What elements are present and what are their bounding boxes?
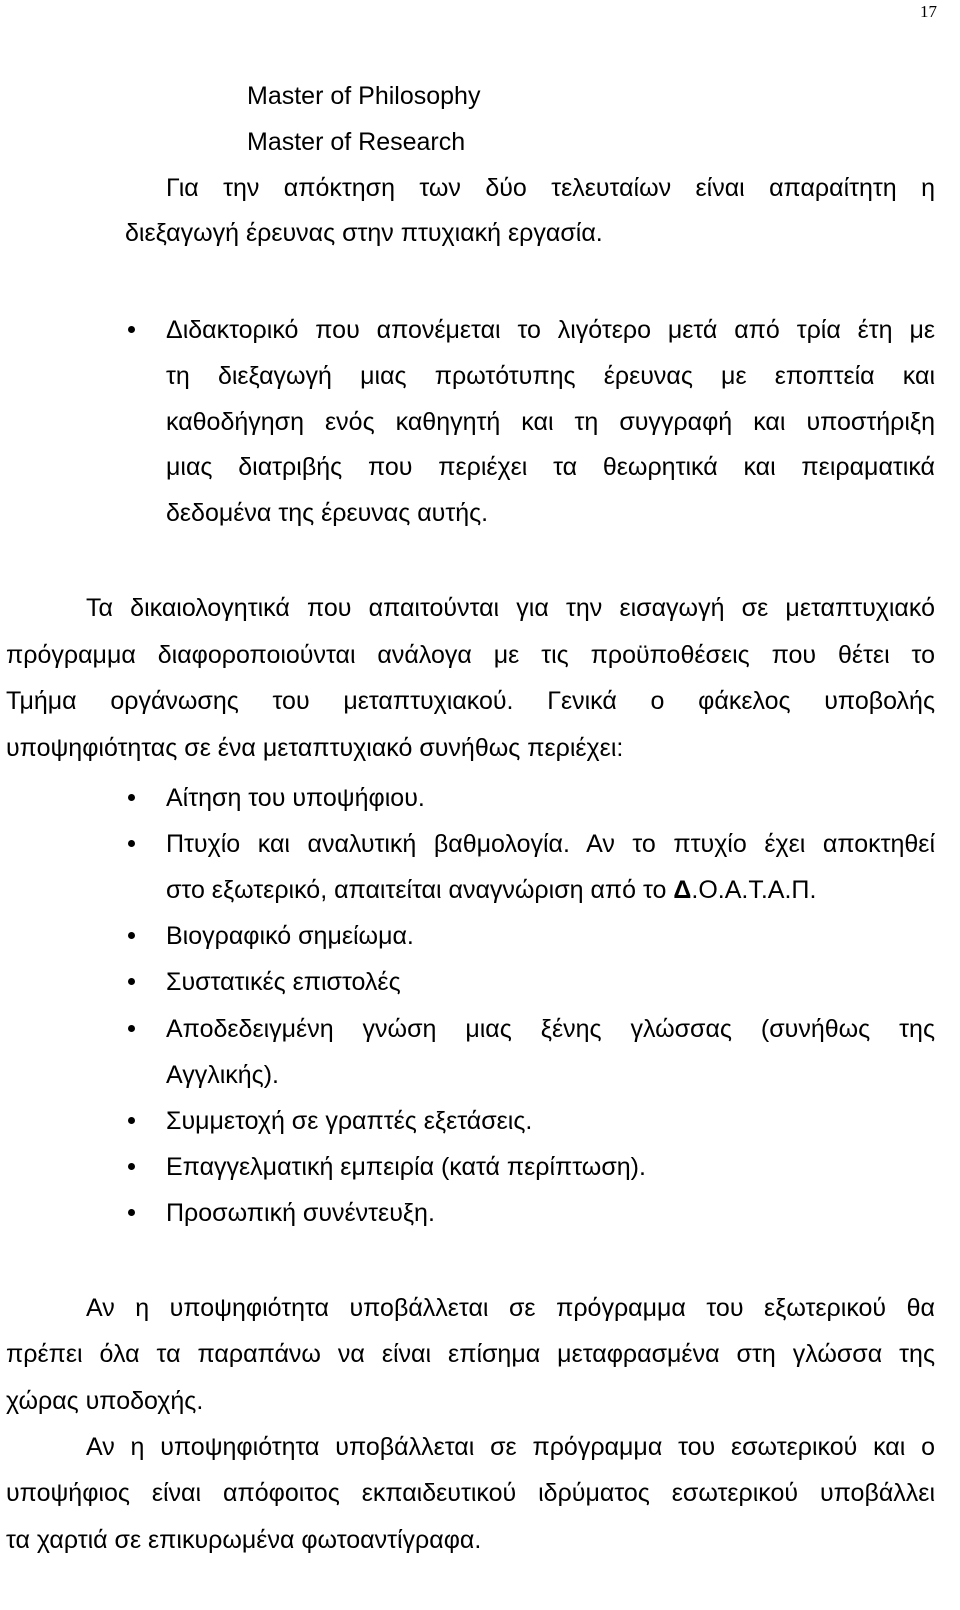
- degree-line-philosophy: Master of Philosophy: [247, 82, 481, 110]
- bullet-icon: [128, 326, 135, 333]
- doctorate-text-line: μιας διατριβής που περιέχει τα θεωρητικά και πειραματικά: [166, 453, 935, 481]
- requirement-item-continuation: Αγγλικής).: [166, 1061, 280, 1089]
- requirement-item: Πτυχίο και αναλυτική βαθμολογία. Αν το πτυχίο έχει αποκτηθεί: [166, 830, 935, 858]
- requirement-item: Συστατικές επιστολές: [166, 968, 401, 996]
- doctorate-text-line: τη διεξαγωγή μιας πρωτότυπης έρευνας με εποπτεία και: [166, 362, 935, 390]
- doctorate-text-line: Διδακτορικό που απονέμεται το λιγότερο μετά από τρία έτη με: [166, 316, 935, 344]
- domestic-text-line: Αν η υποψηφιότητα υποβάλλεται σε πρόγραμμα του εσωτερικού και ο: [86, 1433, 935, 1461]
- abroad-text-line: πρέπει όλα τα παραπάνω να είναι επίσημα μεταφρασμένα στη γλώσσα της: [6, 1340, 935, 1368]
- bullet-icon: [128, 1025, 135, 1032]
- requirement-item: Αποδεδειγμένη γνώση μιας ξένης γλώσσας (συνήθως της: [166, 1015, 935, 1043]
- doctorate-text-line: καθοδήγηση ενός καθηγητή και τη συγγραφή και υποστήριξη: [166, 408, 935, 436]
- bullet-icon: [128, 1163, 135, 1170]
- bullet-icon: [128, 840, 135, 847]
- requirement-text: .Ο.Α.Τ.Α.Π.: [691, 876, 817, 904]
- bullet-icon: [128, 1209, 135, 1216]
- abroad-text-line: χώρας υποδοχής.: [6, 1387, 204, 1415]
- bullet-icon: [128, 978, 135, 985]
- bullet-icon: [128, 1117, 135, 1124]
- intro-text-line: Για την απόκτηση των δύο τελευταίων είναι απαραίτητη η: [166, 174, 935, 202]
- requirement-text: στο εξωτερικό, απαιτείται αναγνώριση από το: [166, 876, 674, 904]
- requirements-text-line: πρόγραμμα διαφοροποιούνται ανάλογα με τις προϋποθέσεις που θέτει το: [6, 641, 935, 669]
- requirement-item: Επαγγελματική εμπειρία (κατά περίπτωση).: [166, 1153, 646, 1181]
- bullet-icon: [128, 932, 135, 939]
- doctorate-text-line: δεδομένα της έρευνας αυτής.: [166, 499, 489, 527]
- requirement-item-continuation: [166, 875, 816, 905]
- domestic-text-line: τα χαρτιά σε επικυρωμένα φωτοαντίγραφα.: [6, 1526, 482, 1554]
- bullet-icon: [128, 794, 135, 801]
- requirement-item: Συμμετοχή σε γραπτές εξετάσεις.: [166, 1107, 533, 1135]
- requirements-text-line: Τα δικαιολογητικά που απαιτούνται για την εισαγωγή σε μεταπτυχιακό: [86, 594, 935, 622]
- page-number: 17: [920, 2, 937, 21]
- requirements-text-line: υποψηφιότητας σε ένα μεταπτυχιακό συνήθως περιέχει:: [6, 734, 624, 762]
- degree-line-research: Master of Research: [247, 128, 466, 156]
- intro-text-line: διεξαγωγή έρευνας στην πτυχιακή εργασία.: [125, 219, 603, 247]
- requirement-item: Αίτηση του υποψήφιου.: [166, 784, 425, 812]
- domestic-text-line: υποψήφιος είναι απόφοιτος εκπαιδευτικού ιδρύματος εσωτερικού υποβάλλει: [6, 1479, 935, 1507]
- requirement-item: Βιογραφικό σημείωμα.: [166, 922, 414, 950]
- requirement-item: Προσωπική συνέντευξη.: [166, 1199, 435, 1227]
- requirement-text-bold: Δ: [673, 876, 692, 904]
- abroad-text-line: Αν η υποψηφιότητα υποβάλλεται σε πρόγραμμα του εξωτερικού θα: [86, 1294, 935, 1322]
- requirements-text-line: Τμήμα οργάνωσης του μεταπτυχιακού. Γενικά ο φάκελος υποβολής: [6, 687, 935, 715]
